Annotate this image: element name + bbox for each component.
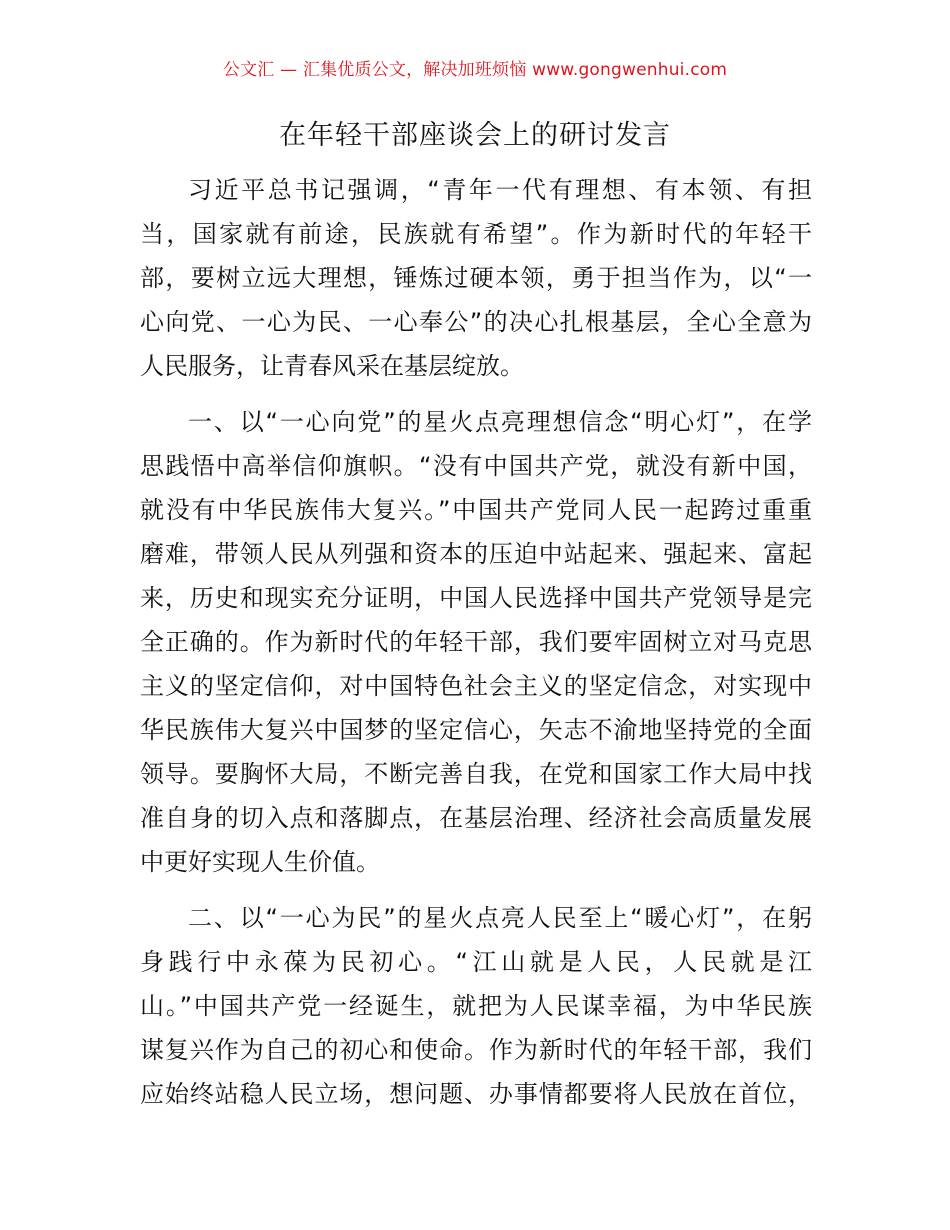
section-heading-line: 一、以“一心向党”的星火点亮理想信念“明心灯”，在学 (188, 408, 812, 436)
document-body (140, 168, 812, 1128)
text-line: 全正确的。作为新时代的年轻干部，我们要牢固树立对马克思 (140, 628, 812, 656)
text-line: 山。”中国共产党一经诞生，就把为人民谋幸福，为中华民族 (140, 992, 812, 1020)
text-line: 谋复兴作为自己的初心和使命。作为新时代的年轻干部，我们 (140, 1036, 812, 1064)
section-heading-line: 二、以“一心为民”的星火点亮人民至上“暖心灯”，在躬 (188, 904, 812, 932)
text-line: 应始终站稳人民立场，想问题、办事情都要将人民放在首位， (140, 1080, 812, 1108)
text-line: 华民族伟大复兴中国梦的坚定信心，矢志不渝地坚持党的全面 (140, 716, 812, 744)
text-line: 主义的坚定信仰，对中国特色社会主义的坚定信念，对实现中 (140, 672, 812, 700)
text-line: 心向党、一心为民、一心奉公”的决心扎根基层，全心全意为 (140, 308, 812, 336)
text-line: 就没有中华民族伟大复兴。”中国共产党同人民一起跨过重重 (140, 496, 812, 524)
paragraph-section-one (140, 400, 812, 884)
text-line: 思践悟中高举信仰旗帜。“没有中国共产党，就没有新中国， (140, 452, 812, 480)
text-line: 磨难，带领人民从列强和资本的压迫中站起来、强起来、富起 (140, 540, 812, 568)
text-line: 当，国家就有前途，民族就有希望”。作为新时代的年轻干 (140, 220, 812, 248)
text-line: 领导。要胸怀大局，不断完善自我，在党和国家工作大局中找 (140, 760, 812, 788)
header-banner: 公文汇 — 汇集优质公文，解决加班烦恼 www.gongwenhui.com (222, 60, 728, 80)
text-line: 人民服务，让青春风采在基层绽放。 (140, 352, 524, 380)
text-line: 中更好实现人生价值。 (140, 848, 380, 876)
paragraph-section-two (140, 896, 812, 1116)
text-line: 准自身的切入点和落脚点，在基层治理、经济社会高质量发展 (140, 804, 812, 832)
text-line: 习近平总书记强调，“青年一代有理想、有本领、有担 (188, 176, 812, 204)
text-line: 部，要树立远大理想，锤炼过硬本领，勇于担当作为，以“一 (140, 264, 812, 292)
document-title: 在年轻干部座谈会上的研讨发言 (279, 120, 671, 151)
paragraph-intro (140, 168, 812, 388)
text-line: 身践行中永葆为民初心。“江山就是人民，人民就是江 (140, 948, 812, 976)
text-line: 来，历史和现实充分证明，中国人民选择中国共产党领导是完 (140, 584, 812, 612)
